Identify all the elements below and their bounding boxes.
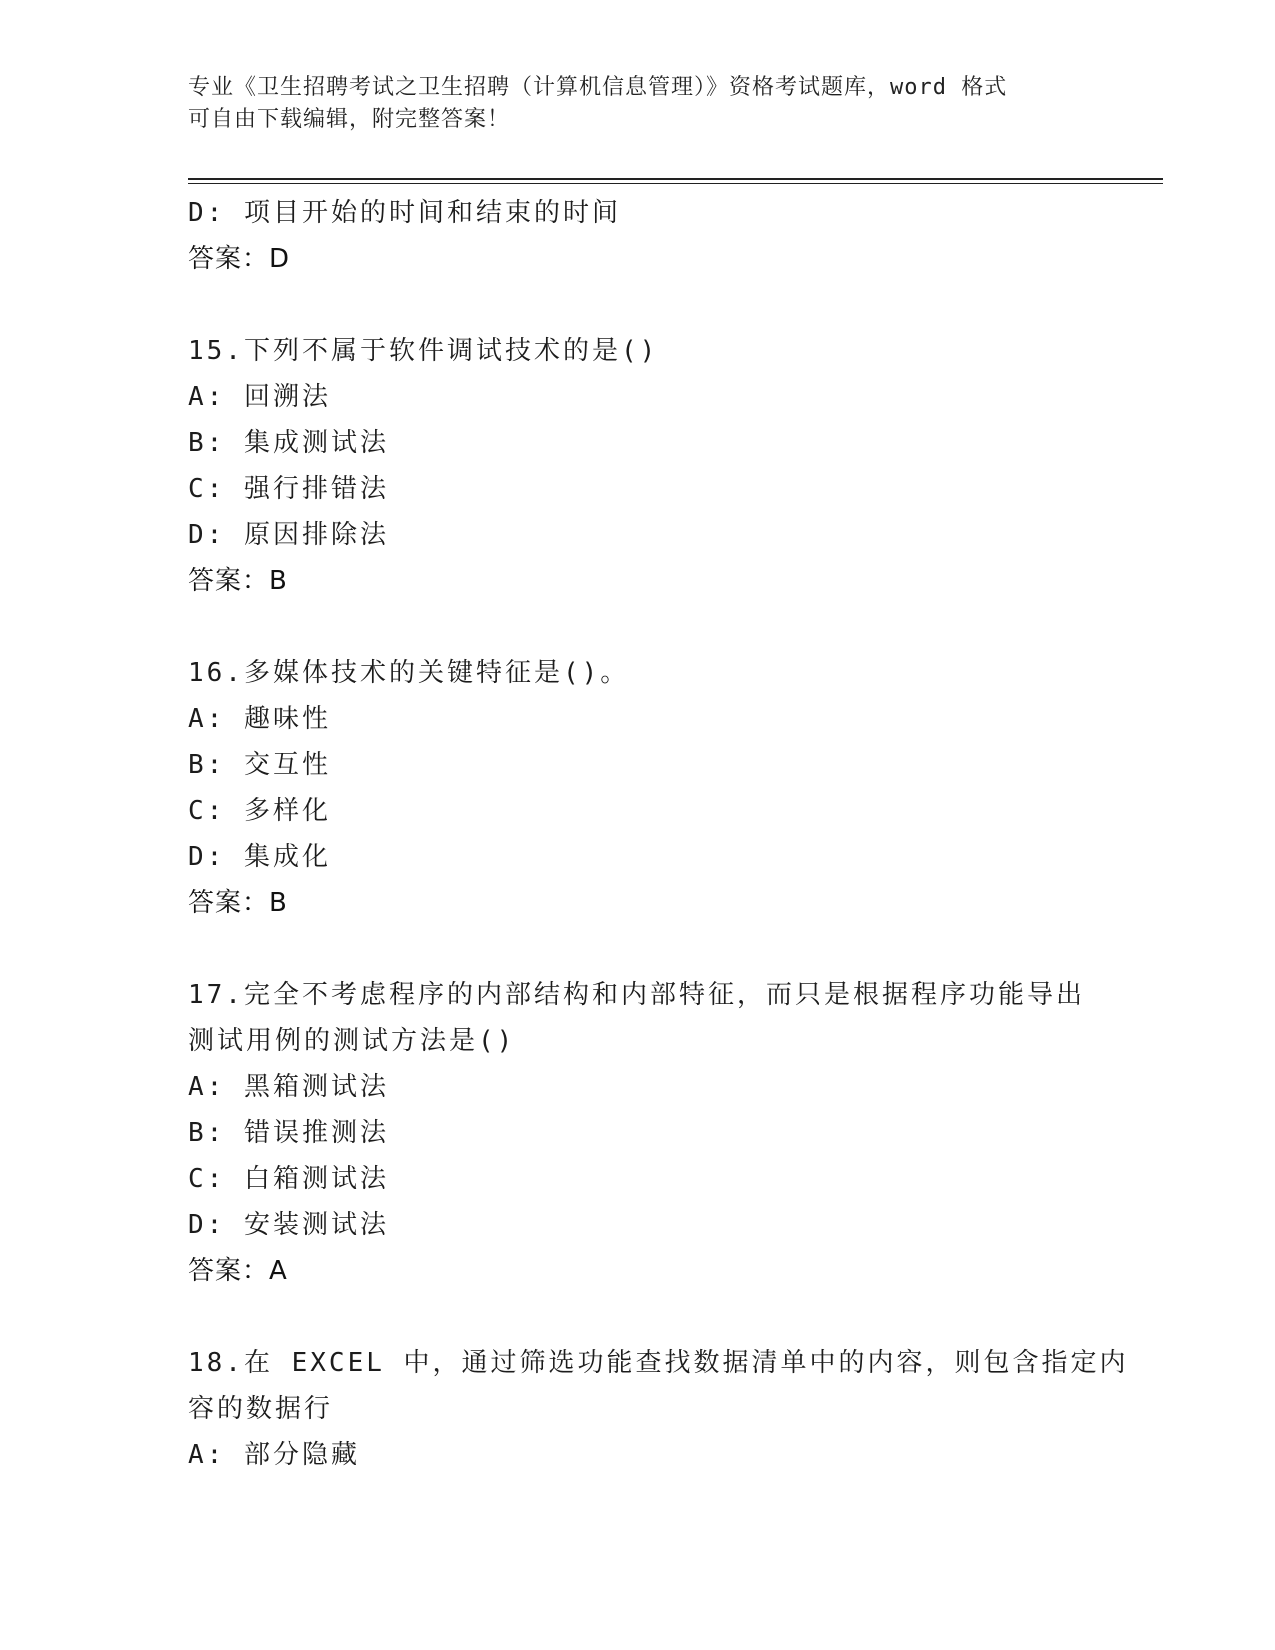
question-stem: 16.多媒体技术的关键特征是()。 [188, 658, 630, 688]
spacer [188, 1294, 1088, 1340]
prev-question-answer: 答案：D [188, 244, 291, 274]
question-stem-continued: 容的数据行 [188, 1394, 334, 1424]
option-b: B: 交互性 [188, 750, 331, 780]
page-header [188, 72, 1088, 136]
option-b: B: 错误推测法 [188, 1118, 389, 1148]
option-c: C: 强行排错法 [188, 474, 389, 504]
option-c: C: 多样化 [188, 796, 331, 826]
prev-question-option-d: D: 项目开始的时间和结束的时间 [188, 198, 621, 228]
answer-line: 答案：B [188, 566, 288, 596]
option-b: B: 集成测试法 [188, 428, 389, 458]
header-divider-thin [188, 183, 1163, 184]
option-d: D: 原因排除法 [188, 520, 389, 550]
question-stem: 17.完全不考虑程序的内部结构和内部特征，而只是根据程序功能导出 [188, 980, 1085, 1010]
option-d: D: 安装测试法 [188, 1210, 389, 1240]
answer-line: 答案：A [188, 1256, 288, 1286]
option-a: A: 黑箱测试法 [188, 1072, 389, 1102]
question-stem-continued: 测试用例的测试方法是() [188, 1026, 516, 1056]
header-line-2: 可自由下载编辑，附完整答案！ [188, 107, 511, 132]
option-d: D: 集成化 [188, 842, 331, 872]
option-c: C: 白箱测试法 [188, 1164, 389, 1194]
header-line-1: 专业《卫生招聘考试之卫生招聘（计算机信息管理）》资格考试题库，word 格式 [188, 75, 1008, 100]
spacer [188, 604, 1088, 650]
header-divider-thick [188, 178, 1163, 180]
spacer [188, 926, 1088, 972]
option-a: A: 回溯法 [188, 382, 331, 412]
question-stem: 15.下列不属于软件调试技术的是() [188, 336, 659, 366]
answer-line: 答案：B [188, 888, 288, 918]
spacer [188, 282, 1088, 328]
question-content [188, 190, 1129, 1478]
option-a: A: 部分隐藏 [188, 1440, 360, 1470]
option-a: A: 趣味性 [188, 704, 331, 734]
question-stem: 18.在 EXCEL 中，通过筛选功能查找数据清单中的内容，则包含指定内 [188, 1348, 1129, 1378]
